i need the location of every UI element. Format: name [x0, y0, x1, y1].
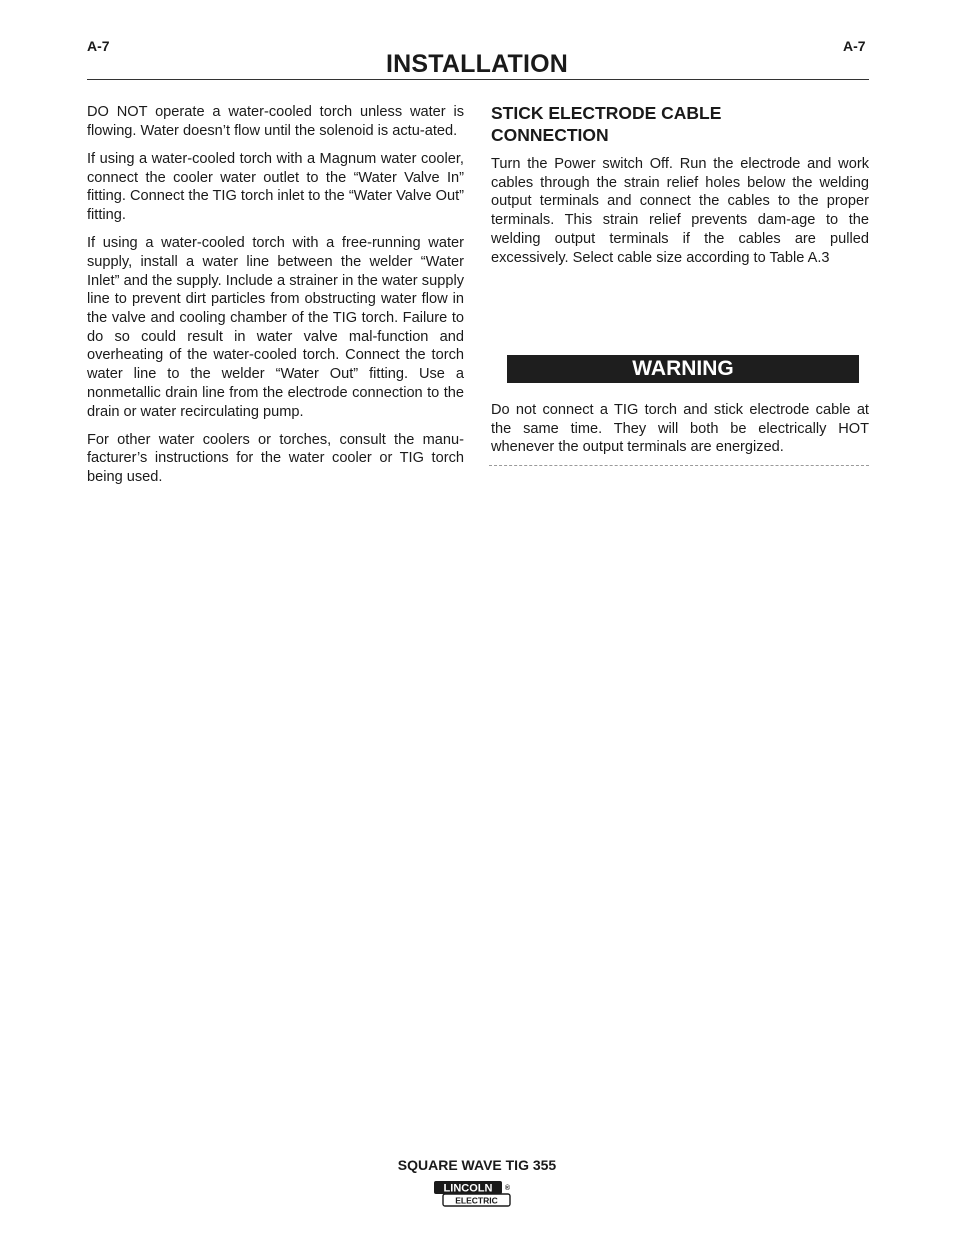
lincoln-electric-logo	[433, 1179, 513, 1209]
section-heading-line2: CONNECTION	[491, 124, 609, 145]
right-column	[491, 103, 869, 277]
footer-model-name: SQUARE WAVE TIG 355	[397, 1157, 557, 1173]
paragraph: DO NOT operate a water-cooled torch unless water is flowing. Water doesn’t flow until the solenoid is actu-ated.	[87, 104, 464, 139]
paragraph: For other water coolers or torches, consult the manu-facturer’s instructions for the water cooler or TIG torch being used.	[87, 431, 464, 486]
paragraph: Turn the Power switch Off. Run the electrode and work cables through the strain relief holes below the welding output terminals and connect the cables to the proper terminals. This strain relief prevents dam-age to the welding output terminals if the cables are pulled excessively. Select cable size according to Table A.3	[491, 156, 869, 266]
warning-banner: WARNING	[507, 355, 859, 383]
page-number-left: A-7	[87, 38, 110, 54]
section-heading	[491, 103, 869, 146]
dashed-divider	[489, 465, 869, 466]
section-heading-line1: STICK ELECTRODE CABLE	[491, 103, 722, 123]
paragraph: If using a water-cooled torch with a free-running water supply, install a water line between the welder “Water Inlet” and the supply. Include a strainer in the water supply line to prevent dirt particles from obstructing water flow in the valve and cooling chamber of the TIG torch. Failure to do so could result in water valve mal-function and overheating of the water-cooled torch. Connect the torch water line to the welder “Water Out” fitting. Use a nonmetallic drain line from the electrode connection to the drain or water recirculating pump.	[87, 235, 464, 420]
logo-line1: LINCOLN	[443, 1182, 493, 1195]
logo-line2: ELECTRIC	[455, 1195, 498, 1206]
header-rule	[87, 79, 869, 80]
page-title: INSTALLATION	[385, 50, 568, 78]
paragraph: If using a water-cooled torch with a Magnum water cooler, connect the cooler water outlet to the “Water Valve In” fitting. Connect the TIG torch inlet to the “Water Valve Out” fitting.	[87, 150, 464, 224]
left-column	[87, 103, 464, 496]
page-number-right: A-7	[843, 38, 866, 54]
logo-registered-mark: ®	[504, 1185, 511, 1192]
warning-text: Do not connect a TIG torch and stick electrode cable at the same time. They will both be electrically HOT whenever the output terminals are energized.	[491, 402, 869, 456]
